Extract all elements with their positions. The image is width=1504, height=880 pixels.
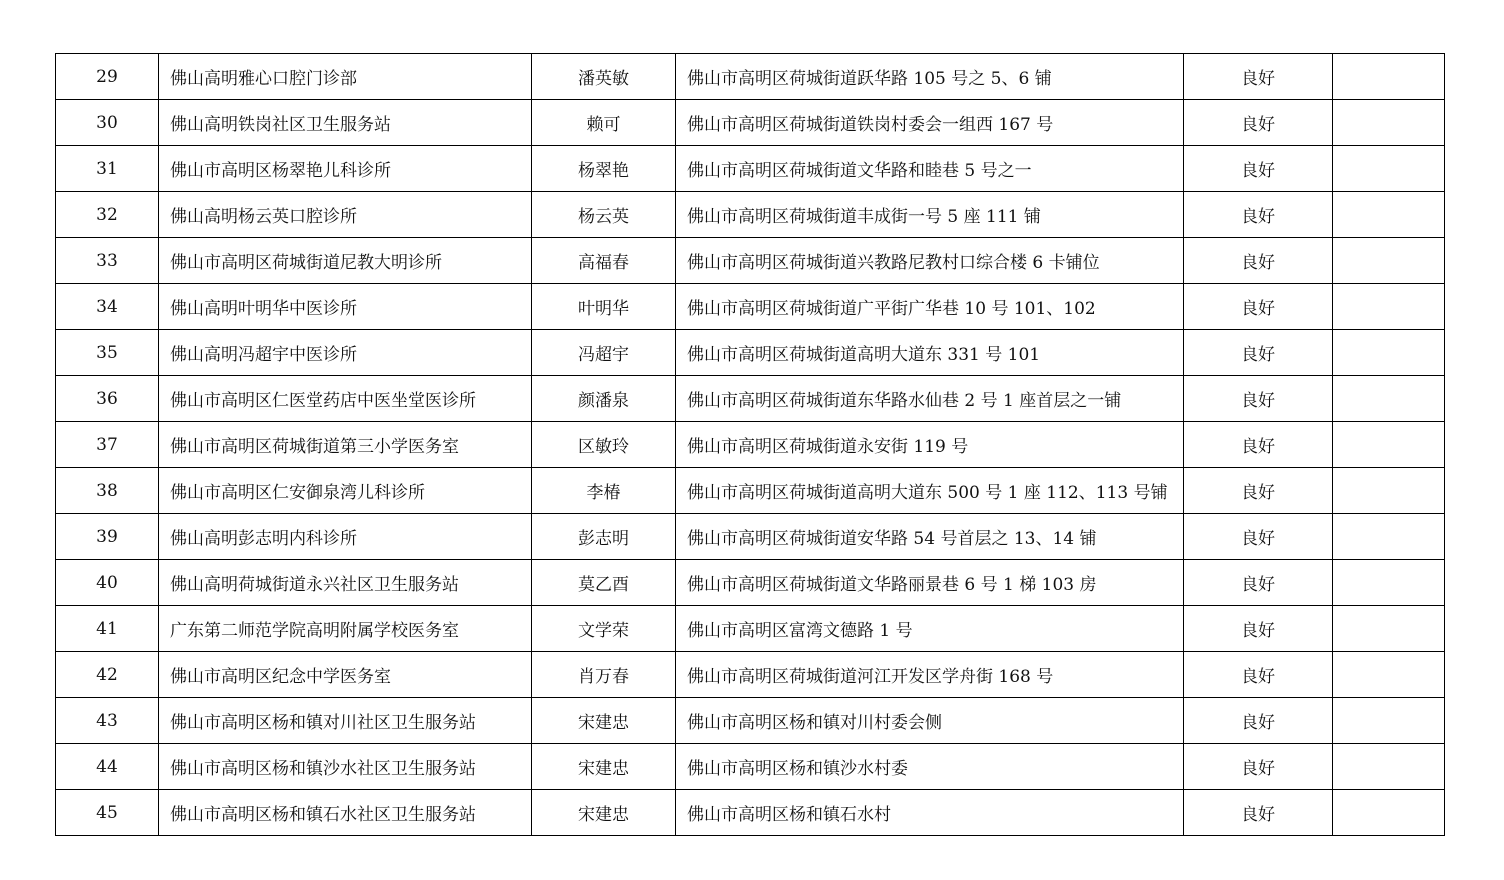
institution-name: 佛山市高明区荷城街道第三小学医务室 — [159, 422, 532, 468]
institution-name: 佛山高明彭志明内科诊所 — [159, 514, 532, 560]
institution-address: 佛山市高明区荷城街道安华路 54 号首层之 13、14 铺 — [676, 514, 1184, 560]
remark-cell — [1333, 238, 1445, 284]
responsible-person: 李椿 — [532, 468, 676, 514]
institution-address: 佛山市高明区荷城街道丰成街一号 5 座 111 铺 — [676, 192, 1184, 238]
institution-name: 佛山高明冯超宇中医诊所 — [159, 330, 532, 376]
remark-cell — [1333, 606, 1445, 652]
institution-address: 佛山市高明区杨和镇对川村委会侧 — [676, 698, 1184, 744]
row-number: 36 — [56, 376, 159, 422]
row-number: 43 — [56, 698, 159, 744]
table-row — [56, 330, 1445, 376]
row-number: 35 — [56, 330, 159, 376]
status-text: 良好 — [1184, 790, 1333, 836]
responsible-person: 彭志明 — [532, 514, 676, 560]
responsible-person: 宋建忠 — [532, 790, 676, 836]
responsible-person: 文学荣 — [532, 606, 676, 652]
table-row — [56, 284, 1445, 330]
row-number: 33 — [56, 238, 159, 284]
institution-address: 佛山市高明区富湾文德路 1 号 — [676, 606, 1184, 652]
remark-cell — [1333, 422, 1445, 468]
row-number: 38 — [56, 468, 159, 514]
row-number: 30 — [56, 100, 159, 146]
row-number: 44 — [56, 744, 159, 790]
responsible-person: 杨云英 — [532, 192, 676, 238]
table-row — [56, 376, 1445, 422]
responsible-person: 宋建忠 — [532, 698, 676, 744]
remark-cell — [1333, 376, 1445, 422]
remark-cell — [1333, 790, 1445, 836]
table-row — [56, 146, 1445, 192]
status-text: 良好 — [1184, 100, 1333, 146]
responsible-person: 潘英敏 — [532, 54, 676, 100]
status-text: 良好 — [1184, 376, 1333, 422]
institution-name: 佛山高明雅心口腔门诊部 — [159, 54, 532, 100]
status-text: 良好 — [1184, 422, 1333, 468]
remark-cell — [1333, 468, 1445, 514]
institution-address: 佛山市高明区杨和镇沙水村委 — [676, 744, 1184, 790]
status-text: 良好 — [1184, 238, 1333, 284]
institution-address: 佛山市高明区杨和镇石水村 — [676, 790, 1184, 836]
institution-name: 佛山市高明区仁医堂药店中医坐堂医诊所 — [159, 376, 532, 422]
row-number: 40 — [56, 560, 159, 606]
institution-name: 佛山高明杨云英口腔诊所 — [159, 192, 532, 238]
row-number: 29 — [56, 54, 159, 100]
institution-name: 佛山市高明区杨翠艳儿科诊所 — [159, 146, 532, 192]
row-number: 37 — [56, 422, 159, 468]
table-row — [56, 54, 1445, 100]
responsible-person: 莫乙酉 — [532, 560, 676, 606]
responsible-person: 高福春 — [532, 238, 676, 284]
table-row — [56, 192, 1445, 238]
responsible-person: 肖万春 — [532, 652, 676, 698]
row-number: 42 — [56, 652, 159, 698]
row-number: 41 — [56, 606, 159, 652]
table-row — [56, 652, 1445, 698]
table-row — [56, 238, 1445, 284]
institution-address: 佛山市高明区荷城街道铁岗村委会一组西 167 号 — [676, 100, 1184, 146]
institution-name: 佛山市高明区杨和镇对川社区卫生服务站 — [159, 698, 532, 744]
status-text: 良好 — [1184, 146, 1333, 192]
institution-name: 佛山高明叶明华中医诊所 — [159, 284, 532, 330]
remark-cell — [1333, 146, 1445, 192]
table-row — [56, 100, 1445, 146]
institution-name: 佛山高明铁岗社区卫生服务站 — [159, 100, 532, 146]
status-text: 良好 — [1184, 744, 1333, 790]
table-row — [56, 560, 1445, 606]
institution-name: 佛山高明荷城街道永兴社区卫生服务站 — [159, 560, 532, 606]
institution-table — [55, 53, 1445, 836]
remark-cell — [1333, 560, 1445, 606]
table-row — [56, 514, 1445, 560]
institution-name: 佛山市高明区杨和镇石水社区卫生服务站 — [159, 790, 532, 836]
status-text: 良好 — [1184, 330, 1333, 376]
responsible-person: 赖可 — [532, 100, 676, 146]
row-number: 32 — [56, 192, 159, 238]
institution-address: 佛山市高明区荷城街道文华路和睦巷 5 号之一 — [676, 146, 1184, 192]
remark-cell — [1333, 54, 1445, 100]
table-body — [56, 54, 1445, 836]
row-number: 39 — [56, 514, 159, 560]
table-row — [56, 422, 1445, 468]
status-text: 良好 — [1184, 514, 1333, 560]
table-row — [56, 744, 1445, 790]
table-row — [56, 790, 1445, 836]
responsible-person: 区敏玲 — [532, 422, 676, 468]
remark-cell — [1333, 744, 1445, 790]
remark-cell — [1333, 192, 1445, 238]
institution-address: 佛山市高明区荷城街道高明大道东 331 号 101 — [676, 330, 1184, 376]
table-row — [56, 698, 1445, 744]
status-text: 良好 — [1184, 54, 1333, 100]
row-number: 31 — [56, 146, 159, 192]
institution-address: 佛山市高明区荷城街道兴教路尼教村口综合楼 6 卡铺位 — [676, 238, 1184, 284]
table-row — [56, 606, 1445, 652]
institution-address: 佛山市高明区荷城街道河江开发区学舟街 168 号 — [676, 652, 1184, 698]
institution-name: 佛山市高明区纪念中学医务室 — [159, 652, 532, 698]
status-text: 良好 — [1184, 192, 1333, 238]
responsible-person: 宋建忠 — [532, 744, 676, 790]
remark-cell — [1333, 330, 1445, 376]
status-text: 良好 — [1184, 468, 1333, 514]
responsible-person: 杨翠艳 — [532, 146, 676, 192]
institution-address: 佛山市高明区荷城街道高明大道东 500 号 1 座 112、113 号铺 — [676, 468, 1184, 514]
institution-address: 佛山市高明区荷城街道跃华路 105 号之 5、6 铺 — [676, 54, 1184, 100]
row-number: 45 — [56, 790, 159, 836]
status-text: 良好 — [1184, 698, 1333, 744]
row-number: 34 — [56, 284, 159, 330]
status-text: 良好 — [1184, 560, 1333, 606]
institution-name: 佛山市高明区荷城街道尼教大明诊所 — [159, 238, 532, 284]
institution-name: 广东第二师范学院高明附属学校医务室 — [159, 606, 532, 652]
remark-cell — [1333, 698, 1445, 744]
remark-cell — [1333, 514, 1445, 560]
status-text: 良好 — [1184, 284, 1333, 330]
institution-name: 佛山市高明区杨和镇沙水社区卫生服务站 — [159, 744, 532, 790]
institution-name: 佛山市高明区仁安御泉湾儿科诊所 — [159, 468, 532, 514]
institution-address: 佛山市高明区荷城街道东华路水仙巷 2 号 1 座首层之一铺 — [676, 376, 1184, 422]
responsible-person: 颜潘泉 — [532, 376, 676, 422]
responsible-person: 叶明华 — [532, 284, 676, 330]
remark-cell — [1333, 652, 1445, 698]
status-text: 良好 — [1184, 606, 1333, 652]
status-text: 良好 — [1184, 652, 1333, 698]
table-row — [56, 468, 1445, 514]
institution-address: 佛山市高明区荷城街道广平街广华巷 10 号 101、102 — [676, 284, 1184, 330]
institution-address: 佛山市高明区荷城街道永安街 119 号 — [676, 422, 1184, 468]
responsible-person: 冯超宇 — [532, 330, 676, 376]
remark-cell — [1333, 284, 1445, 330]
institution-address: 佛山市高明区荷城街道文华路丽景巷 6 号 1 梯 103 房 — [676, 560, 1184, 606]
remark-cell — [1333, 100, 1445, 146]
